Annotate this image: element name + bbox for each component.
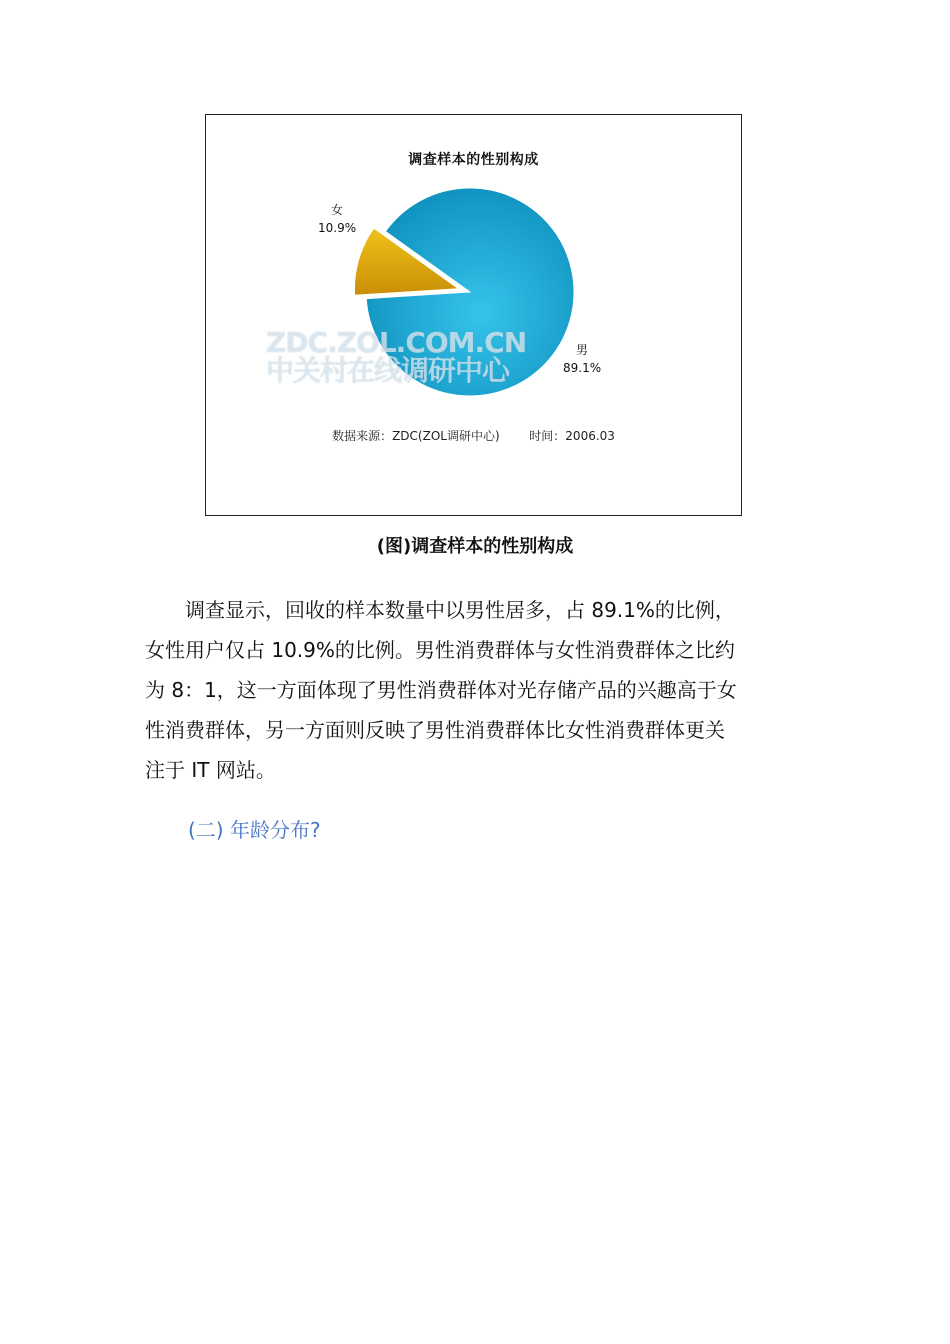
slice-label-female: [318, 201, 356, 237]
paragraph-line: 女性用户仅占 10.9%的比例。男性消费群体与女性消费群体之比约: [145, 638, 735, 662]
watermark-line-1: ZDC.ZOL.COM.CN: [266, 326, 527, 359]
pie-chart: [206, 115, 743, 517]
slice-label-female-value: 10.9%: [318, 221, 357, 235]
paragraph-line: 为 8：1，这一方面体现了男性消费群体对光存储产品的兴趣高于女: [145, 678, 737, 702]
slice-label-male-name: 男: [576, 343, 589, 357]
slice-label-male: [563, 341, 601, 377]
slice-label-female-name: 女: [331, 203, 344, 217]
chart-watermark: [266, 326, 527, 387]
figure-caption: (图)调查样本的性别构成: [376, 536, 574, 557]
chart-time-text: 时间：2006.03: [529, 429, 615, 443]
paragraph-line: 注于 IT 网站。: [145, 758, 276, 782]
paragraph-line: 调查显示，回收的样本数量中以男性居多，占 89.1%的比例，: [145, 598, 735, 622]
slice-label-male-value: 89.1%: [563, 361, 602, 375]
section-heading: (二) 年龄分布?: [188, 818, 321, 842]
chart-source-text: 数据来源：ZDC(ZOL调研中心): [332, 429, 500, 443]
chart-figure: [205, 114, 742, 516]
body-paragraph: [145, 590, 805, 790]
chart-title: 调查样本的性别构成: [408, 152, 539, 168]
watermark-line-2: 中关村在线调研中心: [266, 354, 510, 387]
paragraph-line: 性消费群体，另一方面则反映了男性消费群体比女性消费群体更关: [145, 718, 725, 742]
chart-source: [206, 427, 741, 444]
